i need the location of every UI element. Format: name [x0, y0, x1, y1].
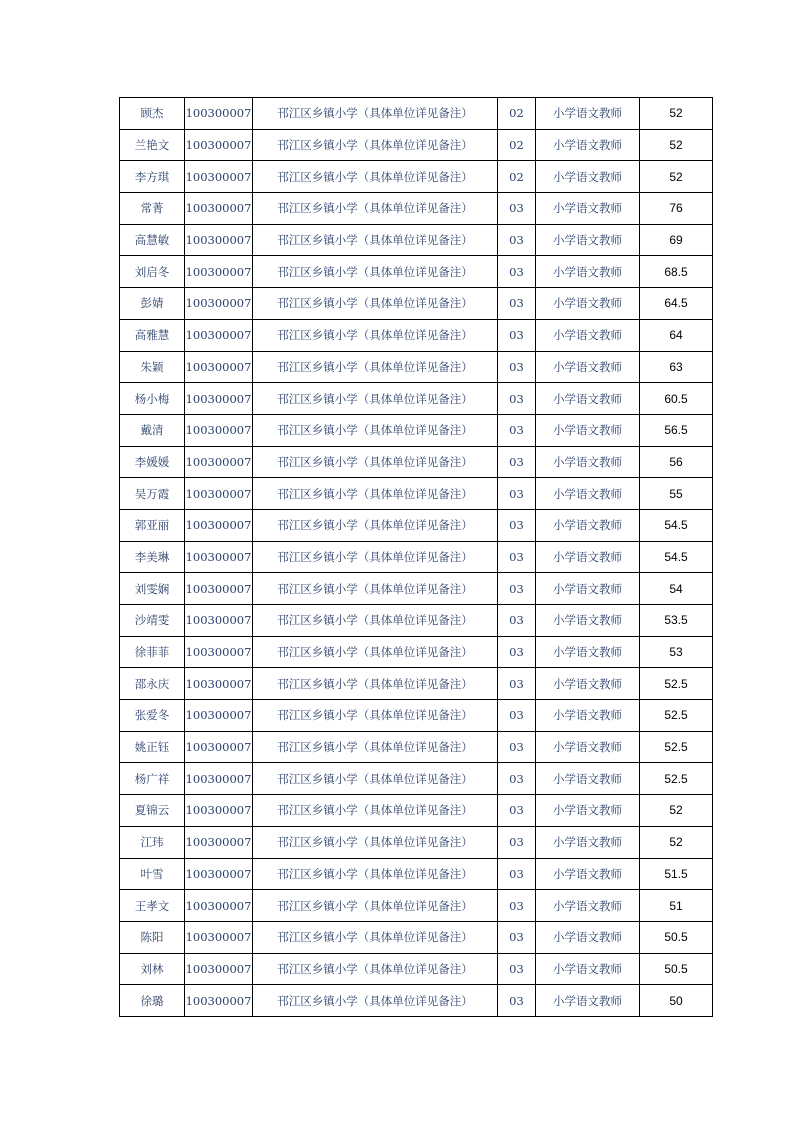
exam-id-cell: 100300007	[185, 795, 253, 827]
exam-id-cell: 100300007	[185, 319, 253, 351]
employer-unit-cell: 邗江区乡镇小学（具体单位详见备注）	[253, 731, 498, 763]
position-code-cell: 03	[498, 890, 536, 922]
position-code-cell: 03	[498, 763, 536, 795]
position-code-cell: 03	[498, 541, 536, 573]
candidate-name-cell: 杨小梅	[120, 383, 185, 415]
position-title-cell: 小学语文教师	[536, 953, 640, 985]
employer-unit-cell: 邗江区乡镇小学（具体单位详见备注）	[253, 193, 498, 225]
position-code-cell: 03	[498, 921, 536, 953]
position-title-cell: 小学语文教师	[536, 858, 640, 890]
score-cell: 64	[640, 319, 713, 351]
position-title-cell: 小学语文教师	[536, 985, 640, 1017]
exam-id-cell: 100300007	[185, 129, 253, 161]
employer-unit-cell: 邗江区乡镇小学（具体单位详见备注）	[253, 446, 498, 478]
position-title-cell: 小学语文教师	[536, 541, 640, 573]
table-row	[120, 636, 713, 668]
employer-unit-cell: 邗江区乡镇小学（具体单位详见备注）	[253, 129, 498, 161]
position-code-cell: 03	[498, 953, 536, 985]
employer-unit-cell: 邗江区乡镇小学（具体单位详见备注）	[253, 478, 498, 510]
position-code-cell: 02	[498, 98, 536, 130]
exam-id-cell: 100300007	[185, 224, 253, 256]
exam-id-cell: 100300007	[185, 541, 253, 573]
score-cell: 54.5	[640, 541, 713, 573]
position-title-cell: 小学语文教师	[536, 351, 640, 383]
candidate-name-cell: 朱颖	[120, 351, 185, 383]
candidate-name-cell: 高雅慧	[120, 319, 185, 351]
candidate-name-cell: 杨广祥	[120, 763, 185, 795]
position-code-cell: 03	[498, 605, 536, 637]
position-title-cell: 小学语文教师	[536, 161, 640, 193]
employer-unit-cell: 邗江区乡镇小学（具体单位详见备注）	[253, 351, 498, 383]
position-code-cell: 03	[498, 700, 536, 732]
candidate-name-cell: 刘雯娴	[120, 573, 185, 605]
table-row	[120, 256, 713, 288]
candidate-name-cell: 刘启冬	[120, 256, 185, 288]
score-cell: 52	[640, 826, 713, 858]
score-cell: 56	[640, 446, 713, 478]
results-table	[119, 97, 713, 1017]
score-cell: 64.5	[640, 288, 713, 320]
employer-unit-cell: 邗江区乡镇小学（具体单位详见备注）	[253, 985, 498, 1017]
position-title-cell: 小学语文教师	[536, 288, 640, 320]
position-code-cell: 02	[498, 129, 536, 161]
position-code-cell: 03	[498, 256, 536, 288]
exam-id-cell: 100300007	[185, 446, 253, 478]
employer-unit-cell: 邗江区乡镇小学（具体单位详见备注）	[253, 763, 498, 795]
position-title-cell: 小学语文教师	[536, 509, 640, 541]
score-cell: 56.5	[640, 414, 713, 446]
candidate-name-cell: 顾杰	[120, 98, 185, 130]
candidate-name-cell: 刘林	[120, 953, 185, 985]
score-cell: 50.5	[640, 953, 713, 985]
table-row	[120, 573, 713, 605]
candidate-name-cell: 邵永庆	[120, 668, 185, 700]
position-title-cell: 小学语文教师	[536, 478, 640, 510]
table-row	[120, 795, 713, 827]
employer-unit-cell: 邗江区乡镇小学（具体单位详见备注）	[253, 573, 498, 605]
position-code-cell: 03	[498, 858, 536, 890]
table-row	[120, 446, 713, 478]
score-cell: 69	[640, 224, 713, 256]
table-row	[120, 509, 713, 541]
table-row	[120, 288, 713, 320]
employer-unit-cell: 邗江区乡镇小学（具体单位详见备注）	[253, 98, 498, 130]
employer-unit-cell: 邗江区乡镇小学（具体单位详见备注）	[253, 319, 498, 351]
score-cell: 52	[640, 129, 713, 161]
table-row	[120, 193, 713, 225]
position-code-cell: 03	[498, 478, 536, 510]
table-row	[120, 478, 713, 510]
position-code-cell: 03	[498, 668, 536, 700]
position-code-cell: 03	[498, 446, 536, 478]
candidate-name-cell: 彭婧	[120, 288, 185, 320]
score-cell: 52.5	[640, 731, 713, 763]
candidate-name-cell: 常菁	[120, 193, 185, 225]
score-cell: 53.5	[640, 605, 713, 637]
candidate-name-cell: 兰艳文	[120, 129, 185, 161]
candidate-name-cell: 陈阳	[120, 921, 185, 953]
table-row	[120, 541, 713, 573]
table-row	[120, 161, 713, 193]
exam-id-cell: 100300007	[185, 256, 253, 288]
position-title-cell: 小学语文教师	[536, 795, 640, 827]
table-row	[120, 351, 713, 383]
position-title-cell: 小学语文教师	[536, 668, 640, 700]
candidate-name-cell: 徐菲菲	[120, 636, 185, 668]
score-cell: 52	[640, 795, 713, 827]
candidate-name-cell: 戴清	[120, 414, 185, 446]
exam-id-cell: 100300007	[185, 763, 253, 795]
exam-id-cell: 100300007	[185, 509, 253, 541]
position-code-cell: 03	[498, 826, 536, 858]
position-code-cell: 02	[498, 161, 536, 193]
exam-id-cell: 100300007	[185, 161, 253, 193]
table-row	[120, 921, 713, 953]
table-row	[120, 826, 713, 858]
position-title-cell: 小学语文教师	[536, 573, 640, 605]
exam-id-cell: 100300007	[185, 288, 253, 320]
score-cell: 52	[640, 98, 713, 130]
employer-unit-cell: 邗江区乡镇小学（具体单位详见备注）	[253, 636, 498, 668]
table-row	[120, 98, 713, 130]
score-cell: 53	[640, 636, 713, 668]
candidate-name-cell: 叶雪	[120, 858, 185, 890]
results-table-body	[120, 98, 713, 1017]
score-cell: 63	[640, 351, 713, 383]
exam-id-cell: 100300007	[185, 953, 253, 985]
exam-id-cell: 100300007	[185, 605, 253, 637]
candidate-name-cell: 沙靖雯	[120, 605, 185, 637]
candidate-name-cell: 吴万霞	[120, 478, 185, 510]
exam-id-cell: 100300007	[185, 351, 253, 383]
score-cell: 52.5	[640, 700, 713, 732]
exam-id-cell: 100300007	[185, 858, 253, 890]
position-title-cell: 小学语文教师	[536, 700, 640, 732]
employer-unit-cell: 邗江区乡镇小学（具体单位详见备注）	[253, 953, 498, 985]
exam-id-cell: 100300007	[185, 985, 253, 1017]
table-row	[120, 129, 713, 161]
employer-unit-cell: 邗江区乡镇小学（具体单位详见备注）	[253, 605, 498, 637]
candidate-name-cell: 夏锦云	[120, 795, 185, 827]
table-row	[120, 414, 713, 446]
table-row	[120, 224, 713, 256]
position-title-cell: 小学语文教师	[536, 446, 640, 478]
table-row	[120, 763, 713, 795]
exam-id-cell: 100300007	[185, 890, 253, 922]
position-title-cell: 小学语文教师	[536, 731, 640, 763]
position-title-cell: 小学语文教师	[536, 98, 640, 130]
score-cell: 55	[640, 478, 713, 510]
candidate-name-cell: 李美琳	[120, 541, 185, 573]
employer-unit-cell: 邗江区乡镇小学（具体单位详见备注）	[253, 795, 498, 827]
position-title-cell: 小学语文教师	[536, 605, 640, 637]
score-cell: 50	[640, 985, 713, 1017]
position-code-cell: 03	[498, 414, 536, 446]
candidate-name-cell: 李方琪	[120, 161, 185, 193]
position-code-cell: 03	[498, 573, 536, 605]
position-code-cell: 03	[498, 795, 536, 827]
table-row	[120, 858, 713, 890]
employer-unit-cell: 邗江区乡镇小学（具体单位详见备注）	[253, 383, 498, 415]
exam-id-cell: 100300007	[185, 826, 253, 858]
position-title-cell: 小学语文教师	[536, 224, 640, 256]
employer-unit-cell: 邗江区乡镇小学（具体单位详见备注）	[253, 414, 498, 446]
employer-unit-cell: 邗江区乡镇小学（具体单位详见备注）	[253, 509, 498, 541]
exam-id-cell: 100300007	[185, 193, 253, 225]
exam-id-cell: 100300007	[185, 700, 253, 732]
exam-id-cell: 100300007	[185, 573, 253, 605]
exam-id-cell: 100300007	[185, 636, 253, 668]
score-cell: 76	[640, 193, 713, 225]
table-row	[120, 953, 713, 985]
table-row	[120, 383, 713, 415]
employer-unit-cell: 邗江区乡镇小学（具体单位详见备注）	[253, 921, 498, 953]
position-title-cell: 小学语文教师	[536, 763, 640, 795]
employer-unit-cell: 邗江区乡镇小学（具体单位详见备注）	[253, 890, 498, 922]
employer-unit-cell: 邗江区乡镇小学（具体单位详见备注）	[253, 858, 498, 890]
position-code-cell: 03	[498, 224, 536, 256]
position-title-cell: 小学语文教师	[536, 383, 640, 415]
exam-id-cell: 100300007	[185, 921, 253, 953]
score-cell: 52	[640, 161, 713, 193]
score-cell: 60.5	[640, 383, 713, 415]
exam-id-cell: 100300007	[185, 98, 253, 130]
position-code-cell: 03	[498, 731, 536, 763]
score-cell: 52.5	[640, 668, 713, 700]
position-title-cell: 小学语文教师	[536, 921, 640, 953]
candidate-name-cell: 江玮	[120, 826, 185, 858]
exam-id-cell: 100300007	[185, 731, 253, 763]
position-code-cell: 03	[498, 319, 536, 351]
table-row	[120, 668, 713, 700]
position-title-cell: 小学语文教师	[536, 636, 640, 668]
score-cell: 52.5	[640, 763, 713, 795]
employer-unit-cell: 邗江区乡镇小学（具体单位详见备注）	[253, 668, 498, 700]
candidate-name-cell: 姚正钰	[120, 731, 185, 763]
employer-unit-cell: 邗江区乡镇小学（具体单位详见备注）	[253, 161, 498, 193]
position-code-cell: 03	[498, 985, 536, 1017]
position-title-cell: 小学语文教师	[536, 129, 640, 161]
candidate-name-cell: 李媛媛	[120, 446, 185, 478]
position-title-cell: 小学语文教师	[536, 826, 640, 858]
position-title-cell: 小学语文教师	[536, 319, 640, 351]
position-title-cell: 小学语文教师	[536, 193, 640, 225]
position-code-cell: 03	[498, 509, 536, 541]
employer-unit-cell: 邗江区乡镇小学（具体单位详见备注）	[253, 541, 498, 573]
employer-unit-cell: 邗江区乡镇小学（具体单位详见备注）	[253, 256, 498, 288]
score-cell: 50.5	[640, 921, 713, 953]
table-row	[120, 731, 713, 763]
table-row	[120, 985, 713, 1017]
position-code-cell: 03	[498, 193, 536, 225]
position-title-cell: 小学语文教师	[536, 256, 640, 288]
score-cell: 51.5	[640, 858, 713, 890]
employer-unit-cell: 邗江区乡镇小学（具体单位详见备注）	[253, 826, 498, 858]
candidate-name-cell: 张爱冬	[120, 700, 185, 732]
candidate-name-cell: 高慧敏	[120, 224, 185, 256]
table-row	[120, 700, 713, 732]
exam-id-cell: 100300007	[185, 478, 253, 510]
table-row	[120, 319, 713, 351]
candidate-name-cell: 郭亚丽	[120, 509, 185, 541]
table-row	[120, 890, 713, 922]
exam-id-cell: 100300007	[185, 383, 253, 415]
position-code-cell: 03	[498, 636, 536, 668]
score-cell: 54	[640, 573, 713, 605]
score-cell: 51	[640, 890, 713, 922]
exam-id-cell: 100300007	[185, 668, 253, 700]
employer-unit-cell: 邗江区乡镇小学（具体单位详见备注）	[253, 224, 498, 256]
candidate-name-cell: 徐璐	[120, 985, 185, 1017]
candidate-name-cell: 王孝文	[120, 890, 185, 922]
position-title-cell: 小学语文教师	[536, 890, 640, 922]
table-row	[120, 605, 713, 637]
score-cell: 68.5	[640, 256, 713, 288]
position-title-cell: 小学语文教师	[536, 414, 640, 446]
position-code-cell: 03	[498, 383, 536, 415]
exam-id-cell: 100300007	[185, 414, 253, 446]
employer-unit-cell: 邗江区乡镇小学（具体单位详见备注）	[253, 700, 498, 732]
employer-unit-cell: 邗江区乡镇小学（具体单位详见备注）	[253, 288, 498, 320]
position-code-cell: 03	[498, 351, 536, 383]
score-cell: 54.5	[640, 509, 713, 541]
position-code-cell: 03	[498, 288, 536, 320]
